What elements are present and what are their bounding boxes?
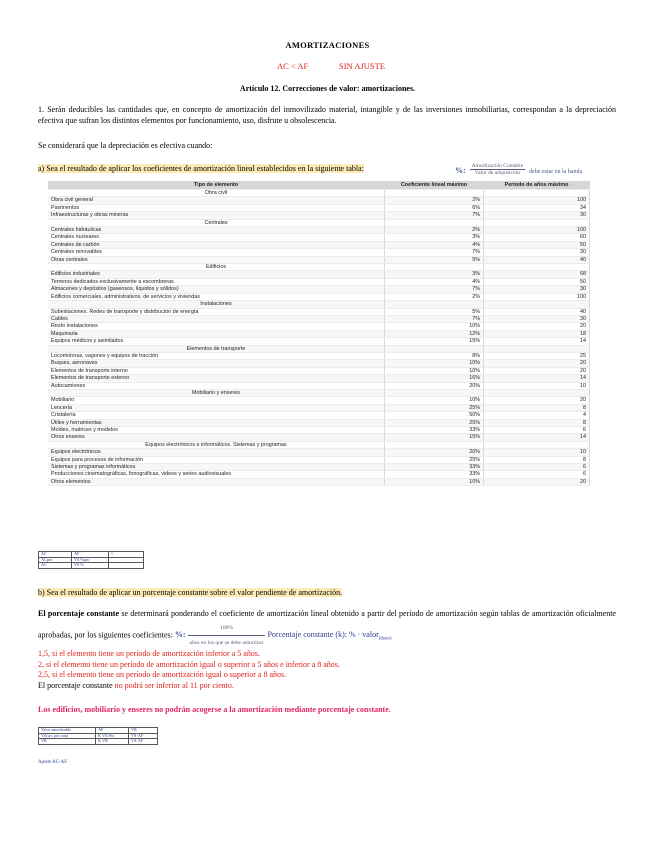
table-row [48,308,590,315]
table-row [48,197,590,204]
table-section-row [48,389,590,396]
table-row [48,397,590,404]
coefficient-cell: 20% [385,382,484,389]
mini2-cell: VA-AF [129,739,158,745]
coefficient-line-1: 1,5, si el elemento tiene un período de amortización inferior a 5 años. [38,649,260,658]
coefficient-table [48,181,590,486]
table-section-row [48,345,590,352]
mini2-cell: K VA Pro [96,733,129,739]
percent-symbol: %: [455,166,466,175]
mini-table-1-wrapper [38,551,144,569]
constant-percentage-text: se determinará ponderando el coeficiente de amortización lineal obtenido a partir del período de amortización según tablas de amortización oficialmente aprobadas, por los siguientes coeficientes: [38,609,616,640]
years-cell: 40 [484,308,590,315]
table-row [48,204,590,211]
column-header-years: Período de años máximo [484,181,590,190]
mini-table-2-wrapper [38,727,158,745]
table-section-row [48,264,590,271]
element-name-cell: Otras centrales [48,256,385,263]
tag-sin-ajuste: SIN AJUSTE [339,61,386,71]
element-name-cell: Terrenos dedicados exclusivamente a escombreras [48,278,385,285]
coefficient-line-2: 2, si el elemento tiene un período de amortización igual o superior a 5 años e inferior a 8 años. [38,659,340,669]
element-name-cell: Resto instalaciones [48,323,385,330]
table-row [48,419,590,426]
empty-cell [385,389,484,396]
mini1-cell: \/ [109,552,144,558]
table-row [48,315,590,322]
years-cell: 8 [484,456,590,463]
section-a-text: a) Sea el resultado de aplicar los coeficientes de amortización lineal establecidos en la siguiente tabla: [38,164,364,173]
coefficient-cell: 16% [385,375,484,382]
coefficient-cell: 5% [385,256,484,263]
years-cell: 60 [484,234,590,241]
coefficient-cell: 12% [385,330,484,337]
coefficient-cell: 8% [385,352,484,359]
coefficient-cell: 10% [385,478,484,485]
empty-cell [484,389,590,396]
empty-cell [385,441,484,448]
years-cell: 30 [484,286,590,293]
table-row [48,338,590,345]
element-name-cell: Elementos de transporte interno [48,367,385,374]
years-cell: 4 [484,412,590,419]
formula-a-note: debe estar en la banda [529,169,583,175]
years-cell: 20 [484,360,590,367]
years-cell: 14 [484,434,590,441]
mini1-cell: VA %pro [72,557,109,563]
formula-b-denominator: años en los que se debe amortizar [189,640,264,646]
empty-cell [385,219,484,226]
table-row [48,456,590,463]
years-cell: 34 [484,204,590,211]
element-name-cell: Elementos de transporte externo [48,375,385,382]
coefficient-cell: 3% [385,271,484,278]
mini2-cell: VR [129,728,158,734]
coefficient-cell: 6% [385,204,484,211]
years-cell: 8 [484,419,590,426]
table-row [48,471,590,478]
element-name-cell: Pavimentos [48,204,385,211]
table-section-row [48,190,590,197]
years-cell: 20 [484,478,590,485]
mini2-cell: VA(a/c pro rata) [39,733,96,739]
coefficient-cell: 10% [385,323,484,330]
mini-table-2 [38,727,158,745]
table-row [48,330,590,337]
table-row [48,212,590,219]
years-cell: 30 [484,315,590,322]
coefficient-cell: 25% [385,419,484,426]
element-name-cell: Sistemas y programas informáticos. [48,464,385,471]
coefficient-line-4-black: El porcentaje constante [38,680,113,690]
formula-b [174,625,392,646]
coefficient-cell: 20% [385,449,484,456]
section-name-cell: Instalaciones [48,301,385,308]
table-row [48,256,590,263]
years-cell: 40 [484,256,590,263]
tag-ac-af: AC < AF [277,61,309,71]
section-name-cell: Centrales [48,219,385,226]
coefficient-cell: 33% [385,427,484,434]
coefficient-cell: 33% [385,464,484,471]
element-name-cell: Centrales nucleares [48,234,385,241]
empty-cell [484,219,590,226]
formula-b-sub: (doso) [378,636,392,642]
coefficient-cell: 25% [385,404,484,411]
table-row [48,464,590,471]
years-cell: 20 [484,397,590,404]
section-name-cell: Edificios [48,264,385,271]
empty-cell [385,264,484,271]
years-cell: 10 [484,382,590,389]
coefficient-line-4-red: no podrá ser inferior al 11 por ciento. [112,680,234,690]
coefficient-cell: 10% [385,360,484,367]
table-row [48,360,590,367]
column-header-coefficient: Coeficiente lineal máximo [385,181,484,190]
coefficient-cell: 50% [385,412,484,419]
column-header-type: Tipo de elemento [48,181,385,190]
empty-cell [484,190,590,197]
mini2-cell: AF [96,728,129,734]
table-section-row [48,301,590,308]
page-title: AMORTIZACIONES [285,40,370,50]
section-name-cell: Mobiliario y enseres [48,389,385,396]
coefficient-cell: 2% [385,197,484,204]
table-row [48,293,590,300]
coefficient-cell: 10% [385,367,484,374]
element-name-cell: Locomotoras, vagones y equipos de tracción [48,352,385,359]
mini1-cell: ACpro [39,557,72,563]
mini1-cell: AC [39,552,72,558]
element-name-cell: Producciones cinematográficas, fonográficas, videos y series audiovisuales [48,471,385,478]
empty-cell [385,301,484,308]
empty-cell [484,264,590,271]
years-cell: 68 [484,271,590,278]
formula-b-tail: Porcentaje constante (k): % · valor [267,630,379,640]
coefficient-cell: 15% [385,434,484,441]
table-section-row [48,441,590,448]
table-row [48,412,590,419]
formula-a-denominator: Valor de adquisición [474,169,521,176]
element-name-cell: Mobiliario [48,397,385,404]
table-row [48,271,590,278]
coefficient-cell: 4% [385,278,484,285]
coefficient-cell: 2% [385,227,484,234]
coefficient-table-body [48,190,590,486]
years-cell: 100 [484,197,590,204]
element-name-cell: Equipos electrónicos [48,449,385,456]
table-section-row [48,219,590,226]
coefficient-cell: 5% [385,308,484,315]
element-name-cell: Lencería [48,404,385,411]
coefficient-list [38,649,340,691]
article-heading: Artículo 12. Correcciones de valor: amortizaciones. [239,84,416,93]
coefficient-cell: 33% [385,471,484,478]
element-name-cell: Cables [48,315,385,322]
coefficient-cell: 7% [385,315,484,322]
constant-percentage-paragraph [38,607,616,650]
coefficient-table-wrapper [48,181,590,486]
formula-a [455,160,582,178]
element-name-cell: Autocamiones [48,382,385,389]
element-name-cell: Edificios industriales [48,271,385,278]
formula-b-fraction [188,621,266,650]
mini2-cell: VR [39,739,96,745]
coefficient-cell: 3% [385,234,484,241]
coefficient-cell: 25% [385,456,484,463]
element-name-cell: Maquinaria [48,330,385,337]
table-row [48,375,590,382]
empty-cell [385,190,484,197]
coefficient-cell: 10% [385,397,484,404]
table-row [48,352,590,359]
element-name-cell: Equipos para procesos de información [48,456,385,463]
years-cell: 100 [484,293,590,300]
element-name-cell: Obra civil general [48,197,385,204]
element-name-cell: Útiles y herramientas [48,419,385,426]
years-cell: 6 [484,427,590,434]
years-cell: 100 [484,227,590,234]
years-cell: 6 [484,464,590,471]
empty-cell [484,345,590,352]
table-row [48,234,590,241]
empty-cell [484,301,590,308]
coefficient-cell: 7% [385,249,484,256]
element-name-cell: Centrales de carbón [48,241,385,248]
mini1-cell: AF [72,552,109,558]
mini2-cell: Valor amortizable [39,728,96,734]
table-row [48,427,590,434]
coefficient-line-3: 2,5, si el elemento tiene un período de amortización igual o superior a 8 años. [38,670,287,679]
mini2-cell: K VR [96,739,129,745]
element-name-cell: Cristalería [48,412,385,419]
element-name-cell: Centrales renovables [48,249,385,256]
element-name-cell: Centrales hidráulicas [48,227,385,234]
years-cell: 14 [484,375,590,382]
years-cell: 30 [484,249,590,256]
coefficient-cell: 15% [385,338,484,345]
element-name-cell: Subestaciones. Redes de transporte y distribución de energía [48,308,385,315]
section-name-cell: Elementos de transporte [48,345,385,352]
years-cell: 30 [484,212,590,219]
element-name-cell: Otros elementos [48,478,385,485]
footer-note: Ajuste AC-AF [38,760,68,765]
element-name-cell: Moldes, matrices y modelos [48,427,385,434]
years-cell: 18 [484,330,590,337]
formula-a-numerator: Amortización Contable [471,162,524,169]
table-row [48,241,590,248]
table-row [48,323,590,330]
years-cell: 25 [484,352,590,359]
years-cell: 20 [484,367,590,374]
mini2-cell: VA-AF [129,733,158,739]
years-cell: 14 [484,338,590,345]
element-name-cell: Infraestructuras y obras mineras [48,212,385,219]
mini1-cell: AC [39,563,72,569]
coefficient-cell: 7% [385,212,484,219]
formula-b-numerator: 100% [188,621,266,636]
table-row [48,227,590,234]
table-row [48,367,590,374]
mini1-cell: VA % [72,563,109,569]
coefficient-line-4 [38,681,340,692]
considered-line: Se considerará que la depreciación es efectiva cuando: [38,141,213,150]
empty-cell [484,441,590,448]
years-cell: 6 [484,471,590,478]
warning-text: Los edificios, mobiliario y enseres no podrán acogerse a la amortización mediante porcentaje constante. [38,705,391,714]
constant-percentage-term: El porcentaje constante [38,609,120,618]
percent-symbol-b: %: [174,630,186,640]
mini-table-1 [38,551,144,569]
coefficient-cell: 7% [385,286,484,293]
element-name-cell: Edificios comerciales, administrativos, de servicios y viviendas [48,293,385,300]
mini1-cell [109,563,144,569]
element-name-cell: Almacenes y depósitos (gaseosos, líquidos y sólidos) [48,286,385,293]
table-row [48,404,590,411]
element-name-cell: Buques, aeronaves [48,360,385,367]
years-cell: 50 [484,278,590,285]
table-row [48,249,590,256]
coefficient-cell: 4% [385,241,484,248]
empty-cell [385,345,484,352]
table-row [48,434,590,441]
section-name-cell: Equipos electrónicos e informáticos. Sistemas y programas [48,441,385,448]
table-row [48,449,590,456]
years-cell: 50 [484,241,590,248]
years-cell: 10 [484,449,590,456]
years-cell: 8 [484,404,590,411]
table-row [48,382,590,389]
table-row [48,278,590,285]
table-row [48,478,590,485]
element-name-cell: Equipos médicos y asimilados [48,338,385,345]
section-b-text: b) Sea el resultado de aplicar un porcentaje constante sobre el valor pendiente de amortización. [38,588,343,597]
years-cell: 20 [484,323,590,330]
formula-a-fraction [470,163,525,176]
section-name-cell: Obra civil [48,190,385,197]
table-row [48,286,590,293]
coefficient-cell: 2% [385,293,484,300]
intro-paragraph: 1. Serán deducibles las cantidades que, en concepto de amortización del inmovilizado material, intangible y de las inversiones inmobiliarias, correspondan a la depreciación efectiva que sufran los distintos elementos por funcionamiento, uso, disfrute u obsolescencia. [38,105,616,125]
element-name-cell: Otros enseres [48,434,385,441]
